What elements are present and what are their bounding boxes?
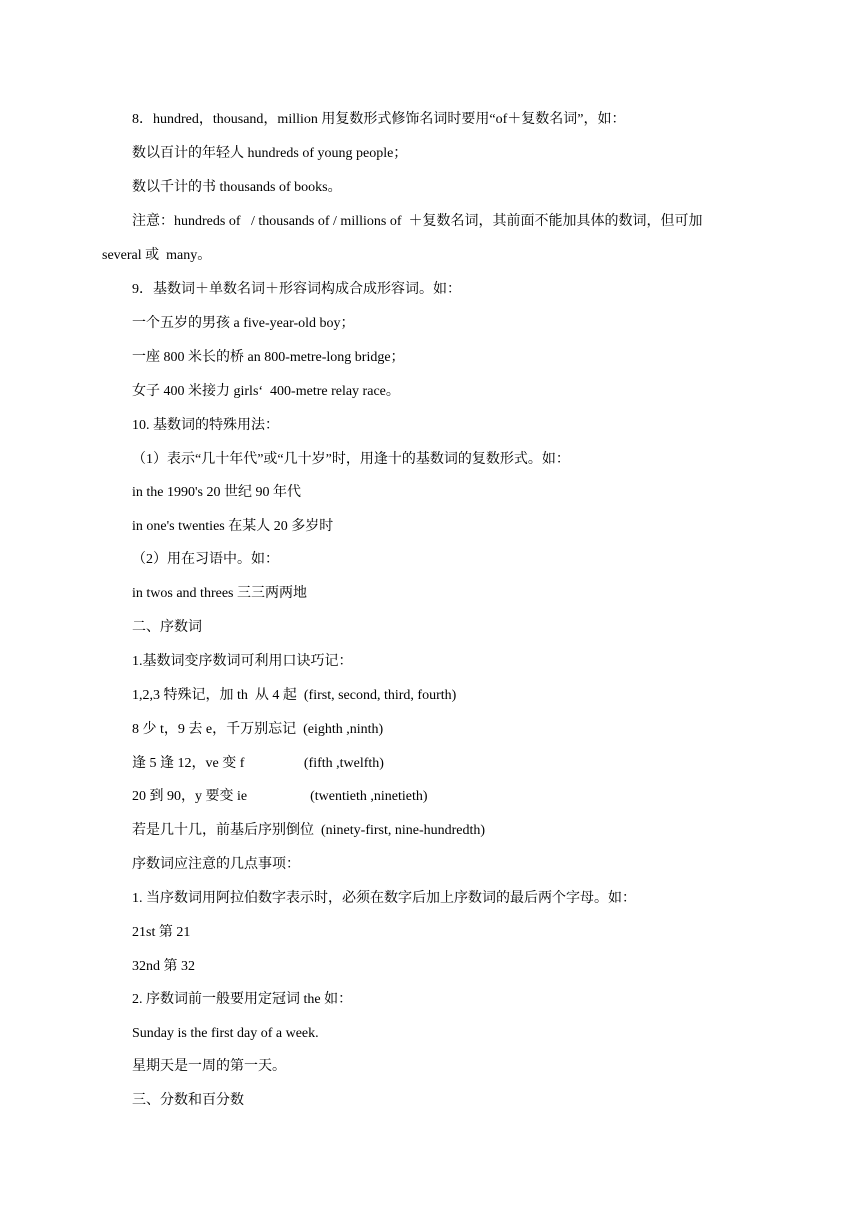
text-line: 20 到 90，y 要变 ie (twentieth ,ninetieth)	[132, 789, 428, 804]
text-line: 21st 第 21	[132, 925, 191, 940]
text-line: in twos and threes 三三两两地	[132, 586, 307, 601]
text-line: 一座 800 米长的桥 an 800-metre-long bridge；	[132, 350, 405, 365]
text-line: 32nd 第 32	[132, 959, 195, 974]
section-heading: 三、分数和百分数	[132, 1093, 244, 1108]
text-line: 2. 序数词前一般要用定冠词 the 如：	[132, 992, 353, 1007]
text-line: 8 少 t，9 去 e，千万别忘记 (eighth ,ninth)	[132, 722, 384, 737]
text-line: 9．基数词＋单数名词＋形容词构成合成形容词。如：	[132, 282, 461, 297]
text-line: 逢 5 逢 12，ve 变 f (fifth ,twelfth)	[132, 756, 384, 771]
text-line: several 或 many。	[102, 248, 212, 263]
section-heading: 二、序数词	[132, 620, 202, 635]
text-line: 女子 400 米接力 girls‘ 400-metre relay race。	[132, 384, 400, 399]
text-line: （2）用在习语中。如：	[132, 552, 279, 567]
text-line: （1）表示“几十年代”或“几十岁”时，用逢十的基数词的复数形式。如：	[132, 452, 570, 467]
text-line: 1,2,3 特殊记，加 th 从 4 起 (first, second, third, fourth)	[132, 688, 457, 703]
text-line: 注意：hundreds of / thousands of / millions of ＋复数名词，其前面不能加具体的数词，但可加	[132, 214, 703, 229]
text-line: 数以千计的书 thousands of books。	[132, 180, 342, 195]
text-line: 一个五岁的男孩 a five-year-old boy；	[132, 316, 355, 331]
text-line: 若是几十几，前基后序别倒位 (ninety-first, nine-hundredth)	[132, 823, 486, 838]
text-line: 序数词应注意的几点事项：	[132, 857, 300, 872]
text-line: 1. 当序数词用阿拉伯数字表示时，必须在数字后加上序数词的最后两个字母。如：	[132, 891, 636, 906]
text-line: in one's twenties 在某人 20 多岁时	[132, 519, 334, 534]
text-line: Sunday is the first day of a week.	[132, 1026, 319, 1041]
text-line: 8．hundred，thousand，million 用复数形式修饰名词时要用“of＋复数名词”，如：	[132, 112, 626, 127]
text-line: 星期天是一周的第一天。	[132, 1059, 286, 1074]
text-line: 1.基数词变序数词可利用口诀巧记：	[132, 654, 353, 669]
text-line: 10. 基数词的特殊用法：	[132, 418, 279, 433]
text-line: in the 1990's 20 世纪 90 年代	[132, 485, 301, 500]
text-line: 数以百计的年轻人 hundreds of young people；	[132, 146, 408, 161]
